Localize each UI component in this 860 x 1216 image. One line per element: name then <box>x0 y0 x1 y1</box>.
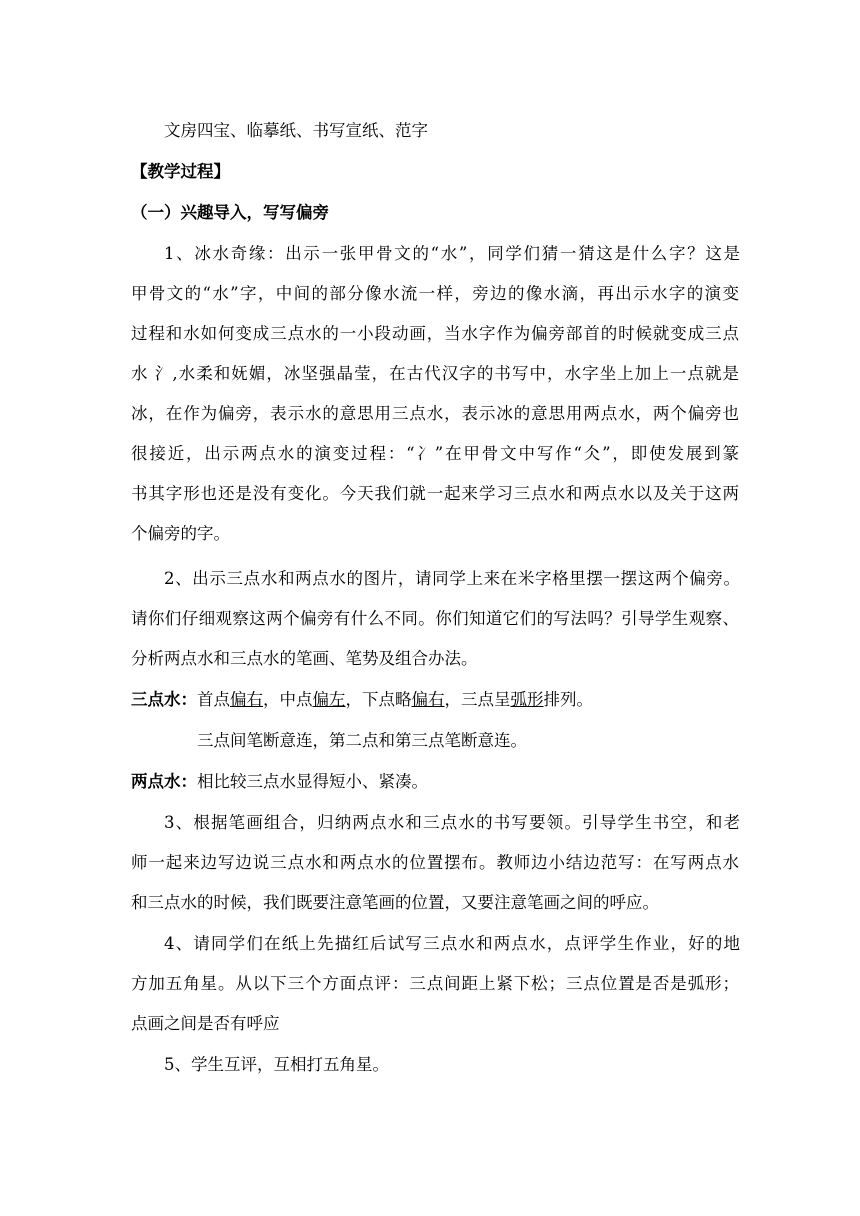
sandian-label: 三点水： <box>131 690 197 709</box>
paragraph-4-line: 4、请同学们在纸上先描红后试写三点水和两点水，点评学生作业，好的地 <box>164 934 740 953</box>
paragraph-1-line: 过程和水如何变成三点水的一小段动画，当水字作为偏旁部首的时候就变成三点 <box>131 324 739 343</box>
paragraph-2-line: 请你们仔细观察这两个偏旁有什么不同。你们知道它们的写法吗？引导学生观察、 <box>131 609 739 628</box>
liangdian-text: 相比较三点水显得短小、紧凑。 <box>197 772 428 791</box>
paragraph-3-line: 和三点水的时候，我们既要注意笔画的位置，又要注意笔画之间的呼应。 <box>131 893 659 912</box>
sandian-emphasis: 弧形 <box>510 690 544 709</box>
sandian-text: ，下点略 <box>345 690 412 709</box>
sandian-text: ，中点 <box>263 690 313 709</box>
paragraph-1-line: 1、冰水奇缘：出示一张甲骨文的“水”，同学们猜一猜这是什么字？这是 <box>164 244 740 263</box>
materials-line: 文房四宝、临摹纸、书写宣纸、范字 <box>164 121 428 140</box>
paragraph-4-line: 点画之间是否有呼应 <box>131 1014 280 1033</box>
sandian-text: ，三点呈 <box>444 690 511 709</box>
paragraph-1-line: 个偏旁的字。 <box>131 524 230 543</box>
sandian-line-2: 三点间笔断意连，第二点和第三点笔断意连。 <box>197 731 527 750</box>
paragraph-4-line: 方加五角星。从以下三个方面点评：三点间距上紧下松；三点位置是否是弧形； <box>131 974 739 993</box>
paragraph-1-line: 很接近，出示两点水的演变过程：“冫”在甲骨文中写作“仌”，即使发展到篆 <box>131 444 739 463</box>
liangdian-label: 两点水： <box>131 772 197 791</box>
liangdian-line <box>131 770 428 794</box>
sandian-text: 首点 <box>197 690 230 709</box>
paragraph-1-line: 甲骨文的“水”字，中间的部分像水流一样，旁边的像水滴，再出示水字的演变 <box>131 284 739 303</box>
sandian-emphasis: 偏右 <box>411 690 445 709</box>
sandian-line <box>131 688 593 712</box>
paragraph-1-line: 书其字形也还是没有变化。今天我们就一起来学习三点水和两点水以及关于这两 <box>131 484 739 503</box>
sandian-emphasis: 偏右 <box>230 690 263 709</box>
subsection-heading: （一）兴趣导入，写写偏旁 <box>131 203 329 222</box>
paragraph-2-line: 2、出示三点水和两点水的图片，请同学上来在米字格里摆一摆这两个偏旁。 <box>164 569 740 588</box>
paragraph-1-line: 水 氵,水柔和妩媚，冰坚强晶莹，在古代汉字的书写中，水字坐上加上一点就是 <box>131 364 739 383</box>
paragraph-3-line: 师一起来边写边说三点水和两点水的位置摆布。教师边小结边范写：在写两点水 <box>131 853 739 872</box>
paragraph-3-line: 3、根据笔画组合，归纳两点水和三点水的书写要领。引导学生书空，和老 <box>164 813 740 832</box>
paragraph-1-line: 冰，在作为偏旁，表示水的意思用三点水，表示冰的意思用两点水，两个偏旁也 <box>131 404 739 423</box>
paragraph-5-line: 5、学生互评，互相打五角星。 <box>164 1055 389 1074</box>
section-heading: 【教学过程】 <box>131 162 230 181</box>
sandian-emphasis: 偏左 <box>312 690 346 709</box>
sandian-text: 排列。 <box>543 690 593 709</box>
paragraph-2-line: 分析两点水和三点水的笔画、笔势及组合办法。 <box>131 649 478 668</box>
